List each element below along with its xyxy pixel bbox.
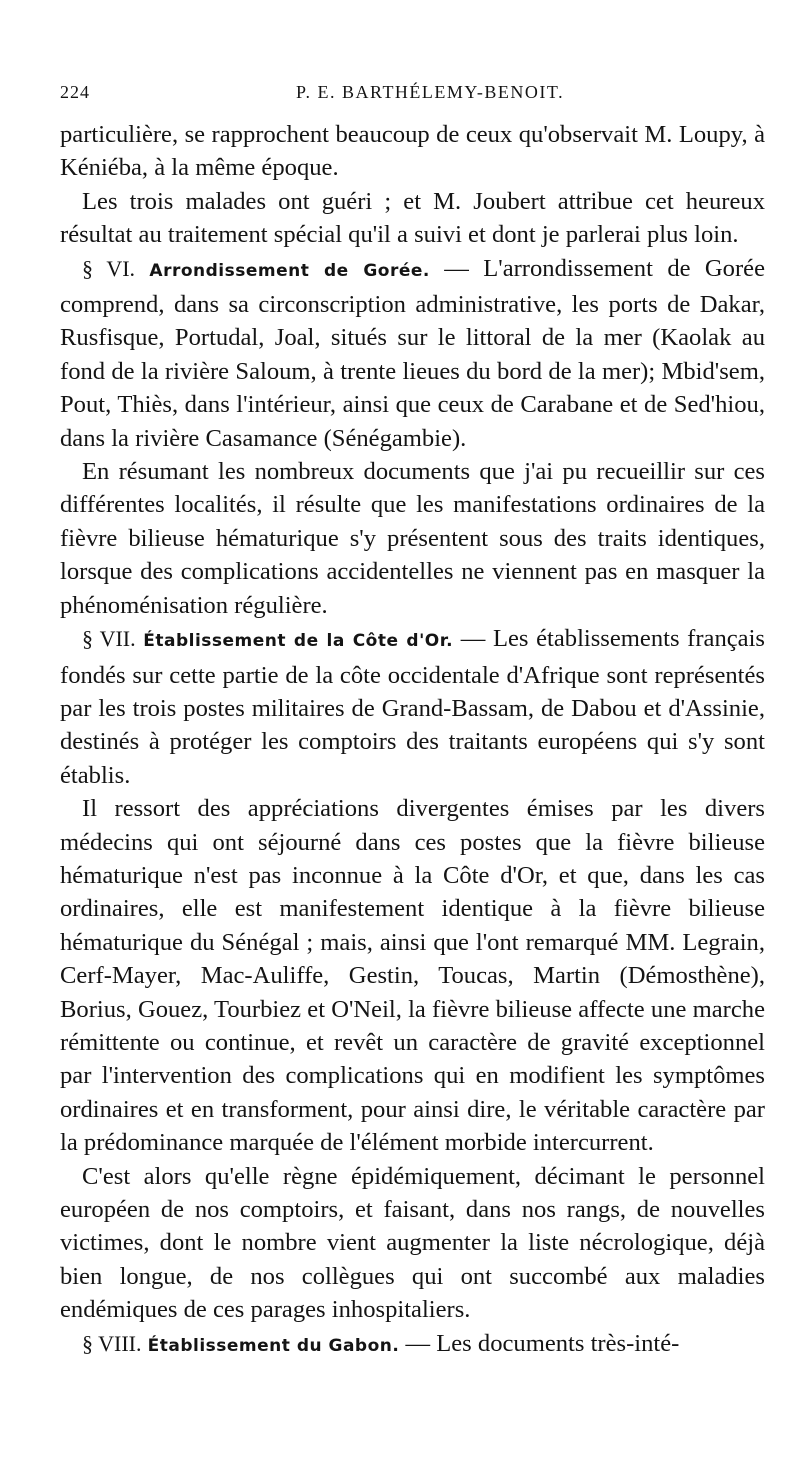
paragraph bbox=[60, 455, 765, 622]
running-title: P. E. BARTHÉLEMY-BENOIT. bbox=[296, 82, 565, 102]
paragraph bbox=[60, 792, 765, 1159]
paragraph bbox=[60, 1160, 765, 1327]
section-mark: § VIII. bbox=[82, 1330, 142, 1356]
section-mark: § VI. bbox=[82, 255, 136, 281]
section-heading: Établissement du Gabon. bbox=[147, 1335, 400, 1356]
section-heading: Établissement de la Côte d'Or. bbox=[143, 631, 454, 652]
paragraph-text: — Les établissements français fondés sur cette partie de la côte occidentale d'Afrique sont représentés par les trois postes militaires de Grand-Bassam, de Dabou et d'Assinie, destinés à protéger les comptoirs des traitants européens qui s'y sont établis. bbox=[60, 625, 765, 789]
section-heading: Arrondissement de Gorée. bbox=[149, 260, 430, 281]
paragraph-text: Les trois malades ont guéri ; et M. Joubert attribue cet heureux résultat au traitement spécial qu'il a suivi et dont je parlerai plus loin. bbox=[60, 187, 765, 249]
paragraph-text: C'est alors qu'elle règne épidémiquement, décimant le personnel européen de nos comptoirs, et faisant, dans nos rangs, de nouvelles victimes, dont le nombre vient augmenter la liste nécrologique, déjà bien longue, de nos collègues qui ont succombé aux maladies endémiques de ces parages inhospitaliers. bbox=[60, 1162, 765, 1324]
section-paragraph-cote-d-or bbox=[60, 622, 765, 792]
paragraph-text: — Les documents très-inté- bbox=[399, 1329, 680, 1357]
page-number: 224 bbox=[60, 82, 90, 102]
section-paragraph-goree bbox=[60, 252, 765, 455]
section-paragraph-gabon bbox=[60, 1327, 765, 1363]
section-mark: § VII. bbox=[82, 626, 136, 652]
running-head bbox=[60, 80, 765, 110]
paragraph-text: particulière, se rapprochent beaucoup de ceux qu'observait M. Loupy, à Kéniéba, à la même époque. bbox=[60, 121, 765, 182]
paragraph-continuation bbox=[60, 118, 765, 185]
paragraph-text: En résumant les nombreux documents que j'ai pu recueillir sur ces différentes localités, il résulte que les manifestations ordinaires de la fièvre bilieuse hématurique s'y présentent sous des traits identiques, lorsque des complications accidentelles ne viennent pas en masquer la phénoménisation régulière. bbox=[60, 458, 765, 619]
paragraph-text: — L'arrondissement de Gorée comprend, dans sa circonscription administrative, les ports de Dakar, Rusfisque, Portudal, Joal, situés sur le littoral de la mer (Kaolak au fond de la rivière Saloum, à trente lieues du bord de la mer); Mbid'sem, Pout, Thiès, dans l'intérieur, ainsi que ceux de Carabane et de Sed'hiou, dans la rivière Casamance (Sénégambie). bbox=[60, 254, 765, 452]
body-text bbox=[60, 118, 765, 1363]
paragraph-text: Il ressort des appréciations divergentes émises par les divers médecins qui ont séjourné dans ces postes que la fièvre bilieuse hématurique n'est pas inconnue à la Côte d'Or, et que, dans les cas ordinaires, elle est manifestement identique à la fièvre bilieuse hématurique du Sénégal ; mais, ainsi que l'ont remarqué MM. Legrain, Cerf-Mayer, Mac-Auliffe, Gestin, Toucas, Martin (Démosthène), Borius, Gouez, Tourbiez et O'Neil, la fièvre bilieuse affecte une marche rémittente ou continue, et revêt un caractère de gravité exceptionnel par l'intervention des complications qui en modifient les symptômes ordinaires et en transforment, pour ainsi dire, le véritable caractère par la prédominance marquée de l'élément morbide intercurrent. bbox=[60, 795, 765, 1157]
paragraph bbox=[60, 185, 765, 252]
